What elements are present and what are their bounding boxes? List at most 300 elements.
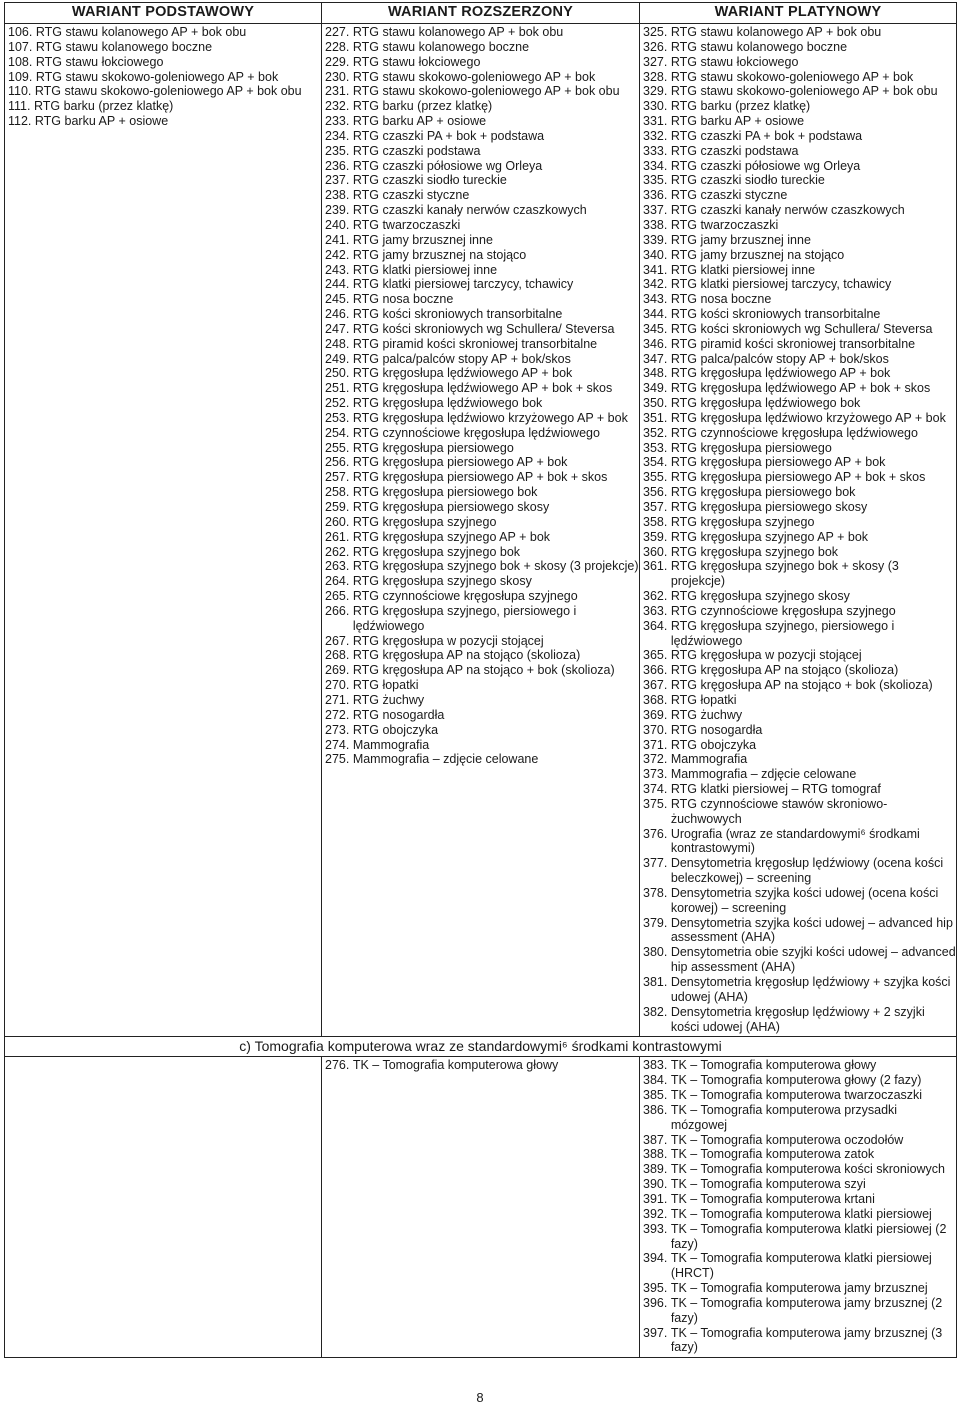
item-number: 273. (325, 722, 353, 737)
item-number: 341. (643, 262, 671, 277)
item-number: 239. (325, 203, 353, 218)
list-item (643, 70, 956, 85)
item-number: 344. (643, 307, 671, 322)
item-number: 331. (643, 114, 671, 129)
item-number: 267. (325, 633, 353, 648)
item-text: RTG kręgosłupa szyjnego bok (352, 544, 521, 559)
list-item (643, 129, 956, 144)
item-number: 356. (643, 485, 671, 500)
item-text: TK – Tomografia komputerowa głowy (2 fazy) (670, 1073, 922, 1088)
item-text: RTG czaszki podstawa (352, 143, 481, 158)
item-text: RTG klatki piersiowej tarczycy, tchawicy (352, 277, 574, 292)
list-item (325, 233, 639, 248)
item-text: Mammografia – zdjęcie celowane (352, 752, 539, 767)
item-number: 231. (325, 84, 353, 99)
item-text: RTG stawu kolanowego boczne (670, 39, 848, 54)
list-item (643, 366, 956, 381)
list-item (643, 396, 956, 411)
item-number: 257. (325, 470, 353, 485)
item-number: 256. (325, 455, 353, 470)
item-number: 370. (643, 722, 671, 737)
item-text: RTG czaszki kanały nerwów czaszkowych (670, 203, 905, 218)
item-text: Mammografia (352, 737, 430, 752)
list-item (325, 708, 639, 723)
section-c-row (5, 1037, 957, 1057)
item-text: RTG stawu łokciowego (35, 54, 164, 69)
item-number: 369. (643, 707, 671, 722)
list-item (325, 218, 639, 233)
list-item (643, 827, 956, 857)
list-item (325, 188, 639, 203)
item-text: TK – Tomografia komputerowa głowy (352, 1058, 559, 1073)
item-number: 243. (325, 262, 353, 277)
item-text: RTG czynnościowe kręgosłupa szyjnego (670, 603, 896, 618)
list-item (643, 233, 956, 248)
item-text: RTG kręgosłupa w pozycji stojącej (670, 648, 862, 663)
item-number: 272. (325, 707, 353, 722)
item-number: 376. (643, 826, 671, 841)
item-number: 368. (643, 692, 671, 707)
item-number: 393. (643, 1221, 671, 1236)
item-text: RTG stawu łokciowego (670, 54, 799, 69)
item-text: RTG kości skroniowych transorbitalne (670, 307, 881, 322)
item-text: RTG stawu skokowo-goleniowego AP + bok (352, 69, 596, 84)
item-number: 337. (643, 203, 671, 218)
list-item (643, 248, 956, 263)
item-text: RTG obojczyka (352, 722, 439, 737)
item-text: RTG czaszki kanały nerwów czaszkowych (352, 203, 587, 218)
list-item (643, 25, 956, 40)
item-number: 364. (643, 618, 671, 633)
list-item (643, 619, 956, 649)
item-number: 266. (325, 603, 353, 618)
item-number: 255. (325, 440, 353, 455)
basic-list (5, 24, 321, 131)
item-text: RTG stawu kolanowego AP + bok obu (352, 25, 564, 39)
list-item (325, 40, 639, 55)
item-text: RTG kręgosłupa szyjnego, piersiowego i lędźwiowego (352, 603, 577, 633)
list-item (643, 975, 956, 1005)
item-text: RTG twarzoczaszki (670, 217, 779, 232)
list-item (643, 886, 956, 916)
list-item (643, 337, 956, 352)
item-number: 382. (643, 1004, 671, 1019)
item-text: RTG czaszki półosiowe wg Orleya (352, 158, 543, 173)
list-item (643, 441, 956, 456)
list-item (325, 322, 639, 337)
item-number: 378. (643, 885, 671, 900)
item-number: 261. (325, 529, 353, 544)
item-number: 365. (643, 648, 671, 663)
item-number: 377. (643, 856, 671, 871)
item-number: 354. (643, 455, 671, 470)
item-number: 387. (643, 1132, 671, 1147)
item-text: RTG stawu skokowo-goleniowego AP + bok (670, 69, 914, 84)
list-item (325, 559, 639, 574)
item-number: 235. (325, 143, 353, 158)
item-text: RTG kręgosłupa piersiowego (352, 440, 514, 455)
item-number: 244. (325, 277, 353, 292)
list-item (8, 99, 321, 114)
list-item (643, 1005, 956, 1035)
list-item (643, 322, 956, 337)
item-number: 250. (325, 366, 353, 381)
list-item (643, 411, 956, 426)
item-text: RTG barku (przez klatkę) (670, 99, 811, 114)
item-text: RTG stawu skokowo-goleniowego AP + bok obu (670, 84, 938, 99)
item-text: RTG łopatki (352, 678, 419, 693)
item-text: RTG kręgosłupa szyjnego skosy (352, 574, 532, 589)
item-text: RTG czynnościowe stawów skroniowo-żuchwowych (670, 796, 888, 826)
item-number: 338. (643, 217, 671, 232)
item-number: 342. (643, 277, 671, 292)
item-number: 242. (325, 247, 353, 262)
list-item (643, 515, 956, 530)
item-text: RTG łopatki (670, 692, 737, 707)
list-item (643, 559, 956, 589)
section-c-prefix: c) (239, 1038, 255, 1055)
item-number: 268. (325, 648, 353, 663)
section-c-heading (5, 1037, 957, 1057)
item-number: 108. (8, 54, 36, 69)
list-item (643, 1133, 956, 1148)
item-number: 252. (325, 396, 353, 411)
item-number: 259. (325, 500, 353, 514)
list-item (643, 1147, 956, 1162)
item-number: 326. (643, 39, 671, 54)
list-item (643, 159, 956, 174)
list-item (643, 1251, 956, 1281)
item-text: TK – Tomografia komputerowa klatki piersiowej (2 fazy) (670, 1221, 947, 1251)
item-text: RTG kręgosłupa piersiowego AP + bok + skos (352, 470, 608, 485)
header-platinum: WARIANT PLATYNOWY (640, 3, 957, 24)
item-number: 385. (643, 1088, 671, 1103)
list-item (643, 945, 956, 975)
item-number: 395. (643, 1281, 671, 1296)
item-number: 248. (325, 336, 353, 351)
list-item (325, 693, 639, 708)
section-c-title: Tomografia komputerowa wraz ze standardowymi⁶ środkami kontrastowymi (254, 1038, 722, 1055)
list-item (325, 173, 639, 188)
item-number: 346. (643, 336, 671, 351)
list-item (643, 767, 956, 782)
list-item (643, 381, 956, 396)
platinum-list-ct (640, 1057, 956, 1357)
item-number: 264. (325, 574, 353, 589)
list-item (8, 70, 321, 85)
list-item (643, 99, 956, 114)
list-item (643, 1073, 956, 1088)
item-number: 271. (325, 692, 353, 707)
list-item (325, 248, 639, 263)
item-text: RTG kości skroniowych transorbitalne (352, 307, 563, 322)
list-item (325, 366, 639, 381)
item-number: 339. (643, 232, 671, 247)
list-item (8, 25, 321, 40)
item-text: RTG kręgosłupa piersiowego (670, 440, 832, 455)
item-text: RTG barku (przez klatkę) (352, 99, 493, 114)
item-number: 371. (643, 737, 671, 752)
list-item (643, 1222, 956, 1252)
list-item (643, 277, 956, 292)
item-text: RTG twarzoczaszki (352, 217, 461, 232)
item-number: 262. (325, 544, 353, 559)
list-item (643, 693, 956, 708)
item-number: 227. (325, 25, 353, 39)
list-item (643, 663, 956, 678)
item-number: 109. (8, 69, 36, 84)
list-item (643, 55, 956, 70)
list-item (643, 203, 956, 218)
item-text: RTG klatki piersiowej inne (670, 262, 816, 277)
services-table (4, 2, 957, 1358)
item-text: RTG kręgosłupa szyjnego (670, 514, 815, 529)
item-text: RTG kręgosłupa AP na stojąco (skolioza) (352, 648, 581, 663)
item-text: TK – Tomografia komputerowa oczodołów (670, 1132, 904, 1147)
item-number: 389. (643, 1162, 671, 1177)
item-number: 366. (643, 663, 671, 678)
item-number: 343. (643, 292, 671, 307)
item-text: RTG czaszki PA + bok + podstawa (352, 128, 545, 143)
list-item (643, 1326, 956, 1356)
item-number: 360. (643, 544, 671, 559)
item-number: 111. (8, 99, 34, 114)
item-text: RTG kręgosłupa szyjnego AP + bok (670, 529, 869, 544)
item-number: 372. (643, 752, 671, 767)
item-number: 107. (8, 39, 36, 54)
item-text: RTG kręgosłupa szyjnego, piersiowego i lędźwiowego (670, 618, 895, 648)
list-item (643, 545, 956, 560)
item-text: TK – Tomografia komputerowa jamy brzusznej (2 fazy) (670, 1295, 943, 1325)
item-text: TK – Tomografia komputerowa klatki piersiowej (670, 1206, 932, 1221)
list-item (325, 129, 639, 144)
item-text: RTG jamy brzusznej na stojąco (670, 247, 845, 262)
item-text: RTG kręgosłupa lędźwiowego bok (352, 396, 543, 411)
list-item (325, 441, 639, 456)
item-text: RTG kręgosłupa szyjnego bok (670, 544, 839, 559)
list-item (325, 530, 639, 545)
list-item (325, 99, 639, 114)
item-number: 234. (325, 128, 353, 143)
extended-list (322, 24, 639, 769)
item-text: Densytometria kręgosłup lędźwiowy + 2 szyjki kości udowej (AHA) (670, 1004, 925, 1034)
list-item (325, 1058, 639, 1073)
item-number: 396. (643, 1295, 671, 1310)
item-text: RTG kręgosłupa szyjnego AP + bok (352, 529, 551, 544)
list-item (8, 84, 321, 99)
item-number: 246. (325, 307, 353, 322)
item-text: RTG piramid kości skroniowej transorbitalne (670, 336, 916, 351)
list-item (325, 678, 639, 693)
item-number: 347. (643, 351, 671, 366)
list-item (643, 470, 956, 485)
item-number: 249. (325, 351, 353, 366)
item-number: 349. (643, 381, 671, 396)
item-number: 106. (8, 25, 36, 39)
item-text: RTG stawu łokciowego (352, 54, 481, 69)
item-number: 232. (325, 99, 353, 114)
list-item (643, 173, 956, 188)
item-number: 335. (643, 173, 671, 188)
list-item (643, 40, 956, 55)
item-text: Densytometria kręgosłup lędźwiowy + szyjka kości udowej (AHA) (670, 975, 951, 1004)
item-number: 240. (325, 217, 353, 232)
item-text: RTG kręgosłupa piersiowego skosy (352, 500, 550, 514)
item-text: Densytometria szyjka kości udowej (ocena kości korowej) – screening (670, 885, 939, 915)
item-text: TK – Tomografia komputerowa przysadki mózgowej (670, 1102, 898, 1132)
item-number: 381. (643, 975, 671, 989)
item-number: 380. (643, 945, 671, 960)
item-number: 327. (643, 54, 671, 69)
item-number: 237. (325, 173, 353, 188)
item-number: 270. (325, 678, 353, 693)
list-item (643, 352, 956, 367)
item-text: Mammografia (670, 752, 748, 767)
list-item (325, 515, 639, 530)
item-number: 397. (643, 1325, 671, 1340)
list-item (325, 723, 639, 738)
list-item (643, 1296, 956, 1326)
list-item (643, 1281, 956, 1296)
page-number: 8 (476, 1390, 484, 1405)
list-item (643, 856, 956, 886)
item-text: RTG kręgosłupa piersiowego AP + bok + skos (670, 470, 926, 485)
item-number: 363. (643, 603, 671, 618)
item-text: RTG czynnościowe kręgosłupa szyjnego (352, 589, 578, 604)
item-text: RTG żuchwy (352, 692, 425, 707)
item-text: RTG czaszki styczne (352, 188, 470, 203)
item-text: RTG klatki piersiowej tarczycy, tchawicy (670, 277, 892, 292)
list-item (325, 752, 639, 767)
item-number: 325. (643, 25, 671, 39)
list-item (325, 589, 639, 604)
platinum-list (640, 24, 956, 1036)
item-number: 373. (643, 767, 671, 782)
item-text: RTG czaszki półosiowe wg Orleya (670, 158, 861, 173)
list-item (643, 426, 956, 441)
item-text: TK – Tomografia komputerowa krtani (670, 1191, 875, 1206)
item-number: 228. (325, 39, 353, 54)
list-item (325, 455, 639, 470)
item-text: RTG piramid kości skroniowej transorbitalne (352, 336, 598, 351)
list-item (325, 426, 639, 441)
item-number: 340. (643, 247, 671, 262)
item-number: 353. (643, 440, 671, 455)
item-text: RTG kręgosłupa szyjnego bok + skosy (3 projekcje) (670, 559, 899, 589)
list-item (643, 797, 956, 827)
item-text: Densytometria kręgosłup lędźwiowy (ocena kości beleczkowej) – screening (670, 856, 944, 886)
item-number: 348. (643, 366, 671, 381)
list-item (325, 144, 639, 159)
item-number: 350. (643, 396, 671, 411)
list-item (325, 307, 639, 322)
item-text: RTG barku AP + osiowe (34, 114, 169, 129)
item-number: 362. (643, 589, 671, 604)
item-number: 355. (643, 470, 671, 485)
item-text: RTG czaszki PA + bok + podstawa (670, 128, 863, 143)
block1-basic-cell (5, 24, 322, 1037)
list-item (643, 292, 956, 307)
item-number: 332. (643, 128, 671, 143)
item-text: TK – Tomografia komputerowa jamy brzusznej (3 fazy) (670, 1325, 943, 1355)
header-extended: WARIANT ROZSZERZONY (322, 3, 640, 24)
list-item (643, 604, 956, 619)
list-item (643, 589, 956, 604)
list-item (325, 411, 639, 426)
list-item (325, 292, 639, 307)
item-number: 352. (643, 425, 671, 440)
list-item (643, 307, 956, 322)
item-number: 358. (643, 514, 671, 529)
item-text: RTG stawu kolanowego AP + bok obu (670, 25, 882, 39)
item-number: 265. (325, 589, 353, 604)
item-number: 275. (325, 752, 353, 767)
item-number: 276. (325, 1058, 353, 1073)
item-text: RTG kręgosłupa lędźwiowego AP + bok (670, 366, 891, 381)
list-item (643, 648, 956, 663)
item-text: RTG kręgosłupa AP na stojąco (skolioza) (670, 663, 899, 678)
item-number: 233. (325, 114, 353, 129)
block2-extended-cell (322, 1057, 640, 1358)
item-text: RTG kości skroniowych wg Schullera/ Steversa (670, 321, 933, 336)
item-number: 112. (8, 114, 35, 129)
item-text: RTG kręgosłupa piersiowego skosy (670, 500, 868, 514)
list-item (325, 663, 639, 678)
list-item (643, 1177, 956, 1192)
item-number: 328. (643, 69, 671, 84)
list-item (325, 500, 639, 515)
item-text: Mammografia – zdjęcie celowane (670, 767, 857, 782)
list-item (643, 144, 956, 159)
item-number: 269. (325, 663, 353, 678)
block2-platinum-cell (640, 1057, 957, 1358)
list-item (325, 396, 639, 411)
list-item (643, 263, 956, 278)
item-text: RTG jamy brzusznej inne (352, 232, 493, 247)
item-text: TK – Tomografia komputerowa kości skroniowych (670, 1162, 946, 1177)
list-item (325, 84, 639, 99)
block1-row (5, 24, 957, 1037)
item-text: RTG kręgosłupa piersiowego bok (352, 485, 538, 500)
item-text: RTG kręgosłupa lędźwiowego bok (670, 396, 861, 411)
item-number: 329. (643, 84, 671, 99)
item-number: 383. (643, 1058, 671, 1073)
item-text: RTG stawu skokowo-goleniowego AP + bok obu (34, 84, 302, 99)
list-item (325, 545, 639, 560)
item-text: RTG kręgosłupa AP na stojąco + bok (skolioza) (670, 678, 933, 693)
list-item (325, 352, 639, 367)
item-text: TK – Tomografia komputerowa głowy (670, 1058, 877, 1073)
item-text: RTG barku AP + osiowe (352, 114, 487, 129)
list-item (325, 337, 639, 352)
list-item (325, 203, 639, 218)
list-item (325, 25, 639, 40)
item-number: 253. (325, 410, 353, 425)
item-text: RTG kręgosłupa AP na stojąco + bok (skolioza) (352, 663, 615, 678)
list-item (643, 916, 956, 946)
item-number: 357. (643, 500, 671, 514)
block1-extended-cell (322, 24, 640, 1037)
list-item (325, 634, 639, 649)
item-number: 394. (643, 1251, 671, 1266)
list-item (643, 1192, 956, 1207)
list-item (325, 114, 639, 129)
item-text: TK – Tomografia komputerowa klatki piersiowej (HRCT) (670, 1251, 932, 1281)
item-text: Densytometria szyjka kości udowej – advanced hip assessment (AHA) (670, 915, 953, 945)
item-number: 238. (325, 188, 353, 203)
item-text: RTG kręgosłupa piersiowego AP + bok (352, 455, 568, 470)
extended-list-ct (322, 1057, 639, 1075)
